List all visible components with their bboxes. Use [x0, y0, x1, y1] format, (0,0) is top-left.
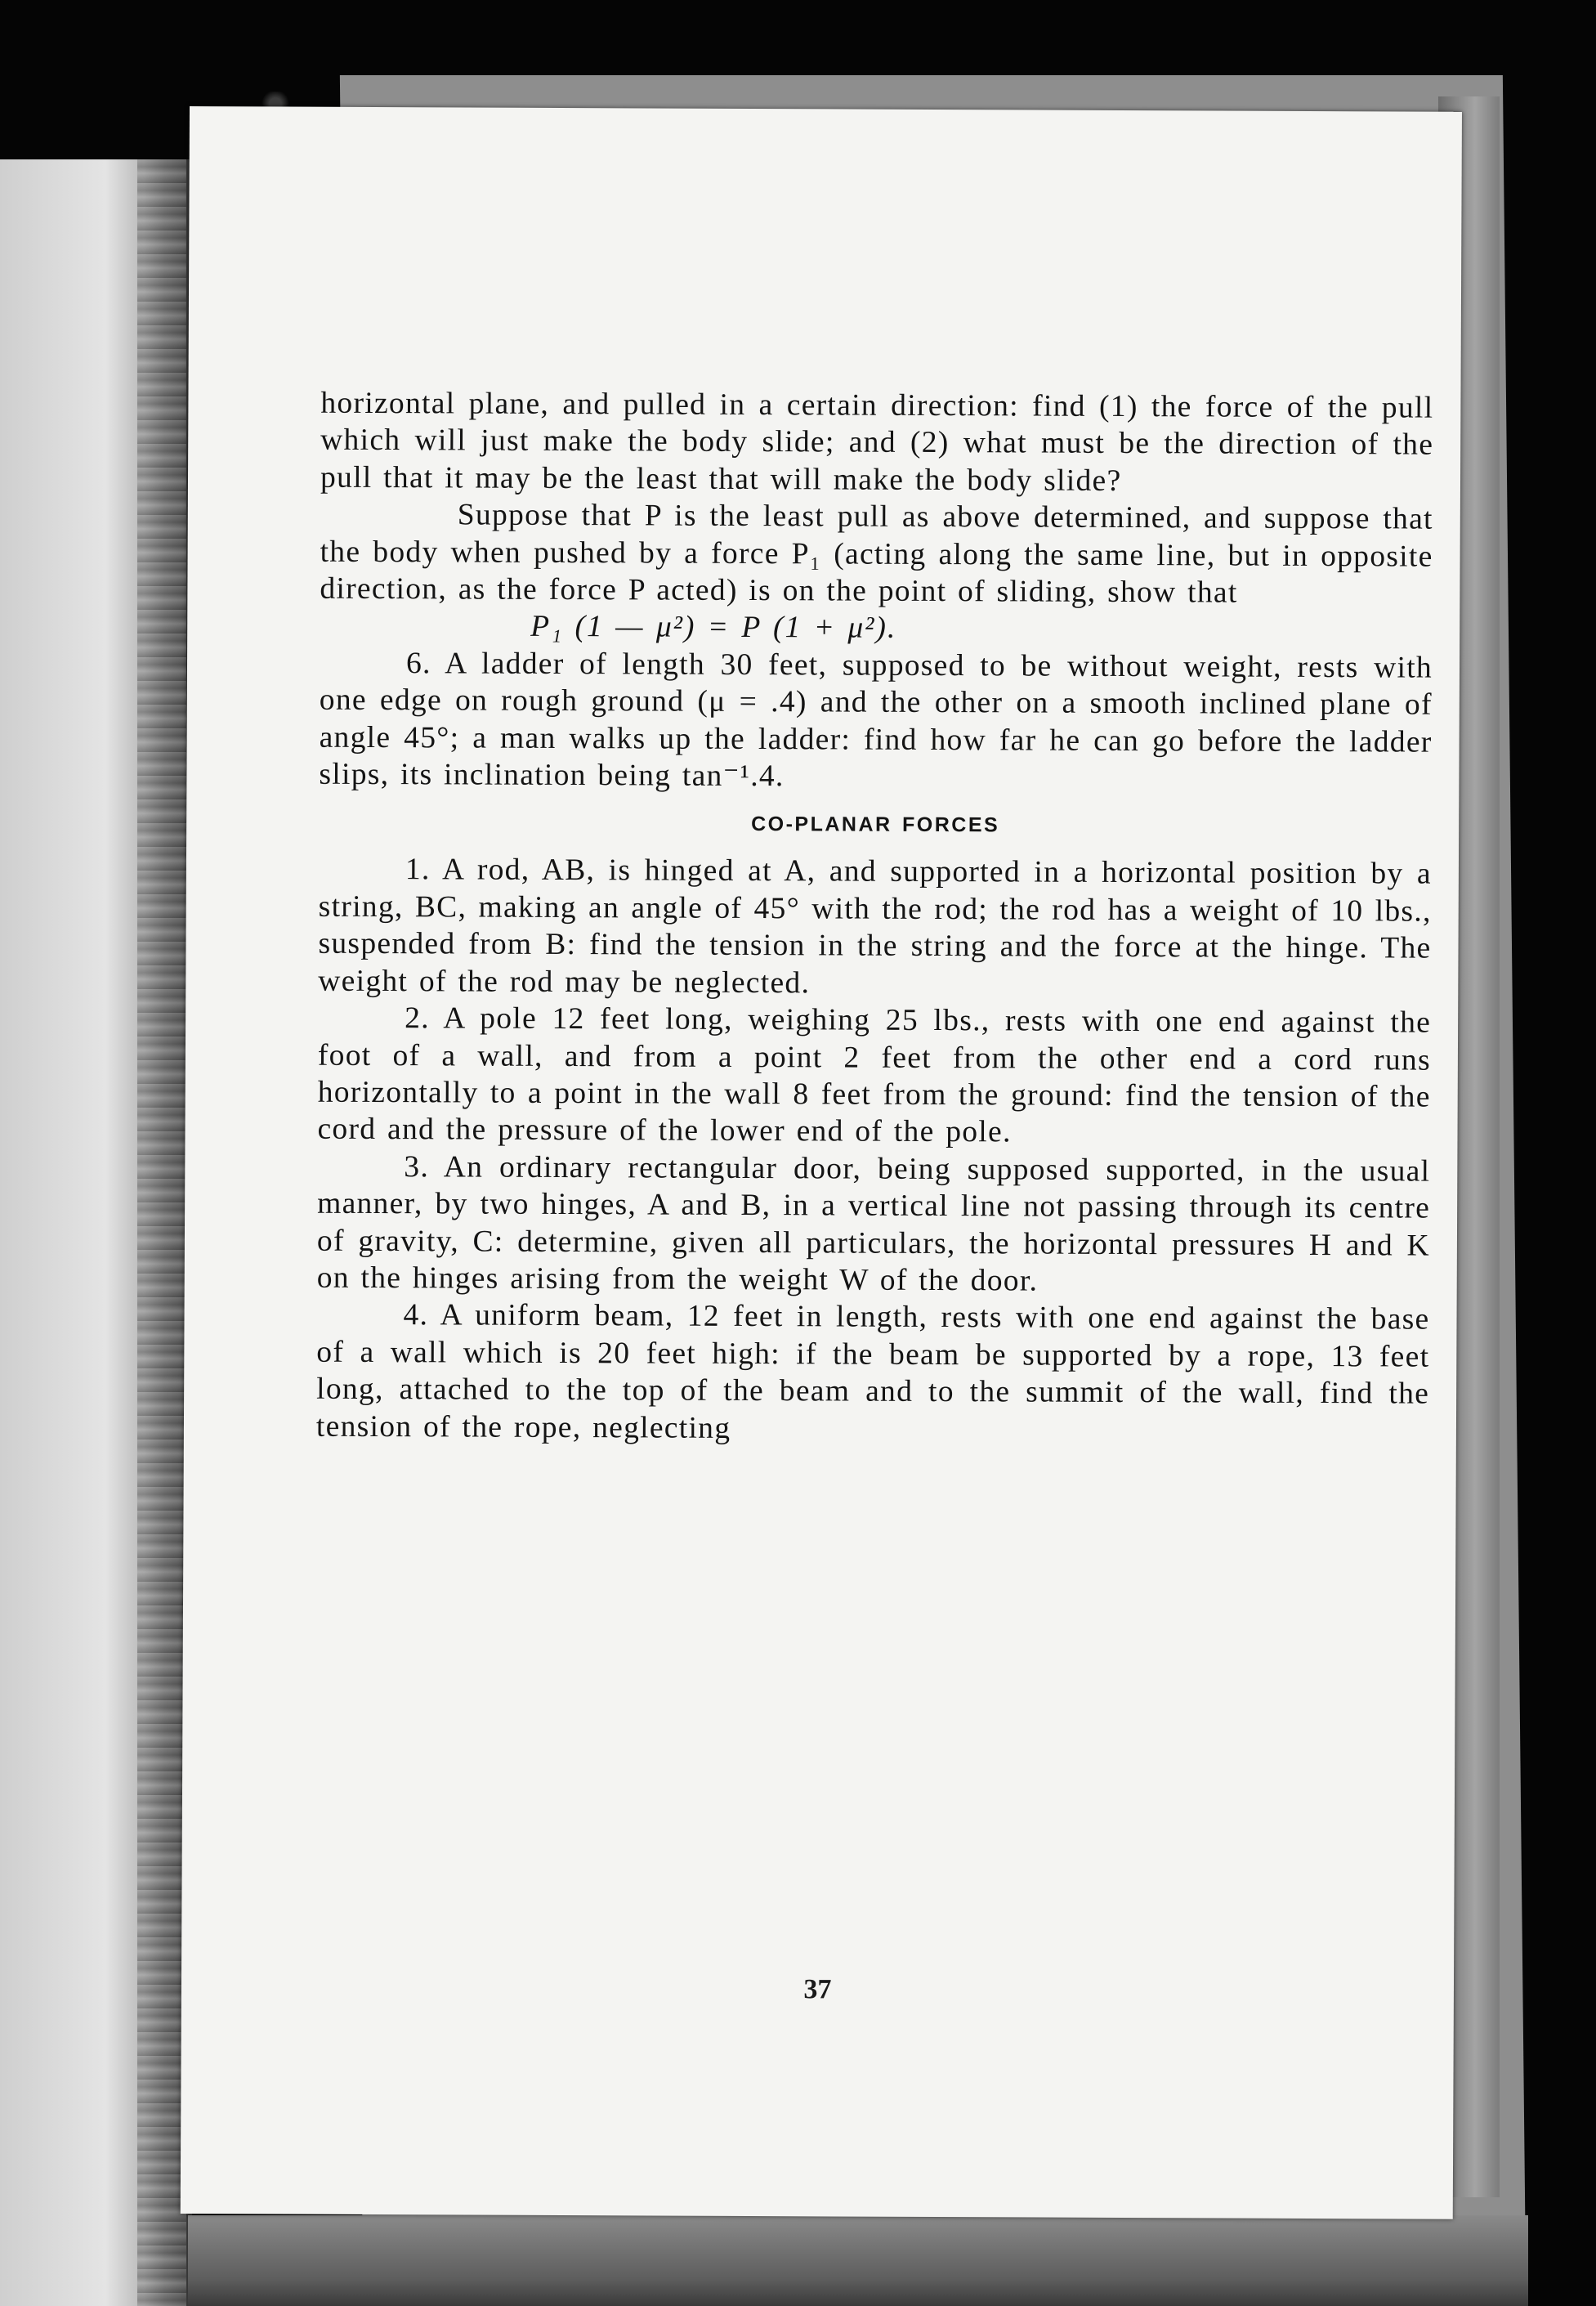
book-page	[181, 106, 1462, 2219]
paragraph-suppose: Suppose that P is the least pull as above determined, and suppose that the body when pushed by a force P₁ (acting along the same line, but in opposite direction, as the force P acted) is on the point of sliding, show that	[320, 498, 1433, 610]
binding-shadow	[137, 159, 186, 2306]
problem-6: 6. A ladder of length 30 feet, supposed to be without weight, rests with one edge on rough ground (μ = .4) and the other on a smooth inclined plane of angle 45°; a man walks up the ladder: find how far he can go before the ladder slips, its inclination being tan⁻¹.4.	[319, 647, 1433, 794]
problem-coplanar-3: 3. An ordinary rectangular door, being supposed supported, in the usual manner, by two hinges, A and B, in a vertical line not passing through its centre of gravity, C: determine, given all particulars, the horizontal pressures H and K on the hinges arising from the weight W of the door.	[316, 1149, 1431, 1298]
section-heading: CO-PLANAR FORCES	[751, 813, 1000, 837]
cover-board-bottom	[188, 2215, 1528, 2306]
page-number: 37	[803, 1974, 832, 2005]
problem-coplanar-2: 2. A pole 12 feet long, weighing 25 lbs., rests with one end against the foot of a wall, and from a point 2 feet from the other end a cord runs horizontally to a point in the wall 8 feet from the ground: find the tension of the cord and the pressure of the lower end of the pole.	[317, 1001, 1432, 1149]
page-text-block	[316, 385, 1434, 1450]
friction-formula: P₁ (1 — μ²) = P (1 + μ²).	[530, 610, 897, 646]
problem-coplanar-4: 4. A uniform beam, 12 feet in length, rests with one end against the base of a wall which is 20 feet high: if the beam be supported by a rope, 13 feet long, attached to the top of the beam and to the summit of the wall, find the tension of the rope, neglecting	[315, 1298, 1430, 1445]
paragraph-continuation: horizontal plane, and pulled in a certain direction: find (1) the force of the pull which will just make the body slide; and (2) what must be the direction of the pull that it may be the least that will make the body slide?	[320, 386, 1434, 498]
problem-coplanar-1: 1. A rod, AB, is hinged at A, and supported in a horizontal position by a string, BC, making an angle of 45° with the rod; the rod has a weight of 10 lbs., suspended from B: find the tension in the string and the force at the hinge. The weight of the rod may be neglected.	[318, 853, 1433, 1001]
